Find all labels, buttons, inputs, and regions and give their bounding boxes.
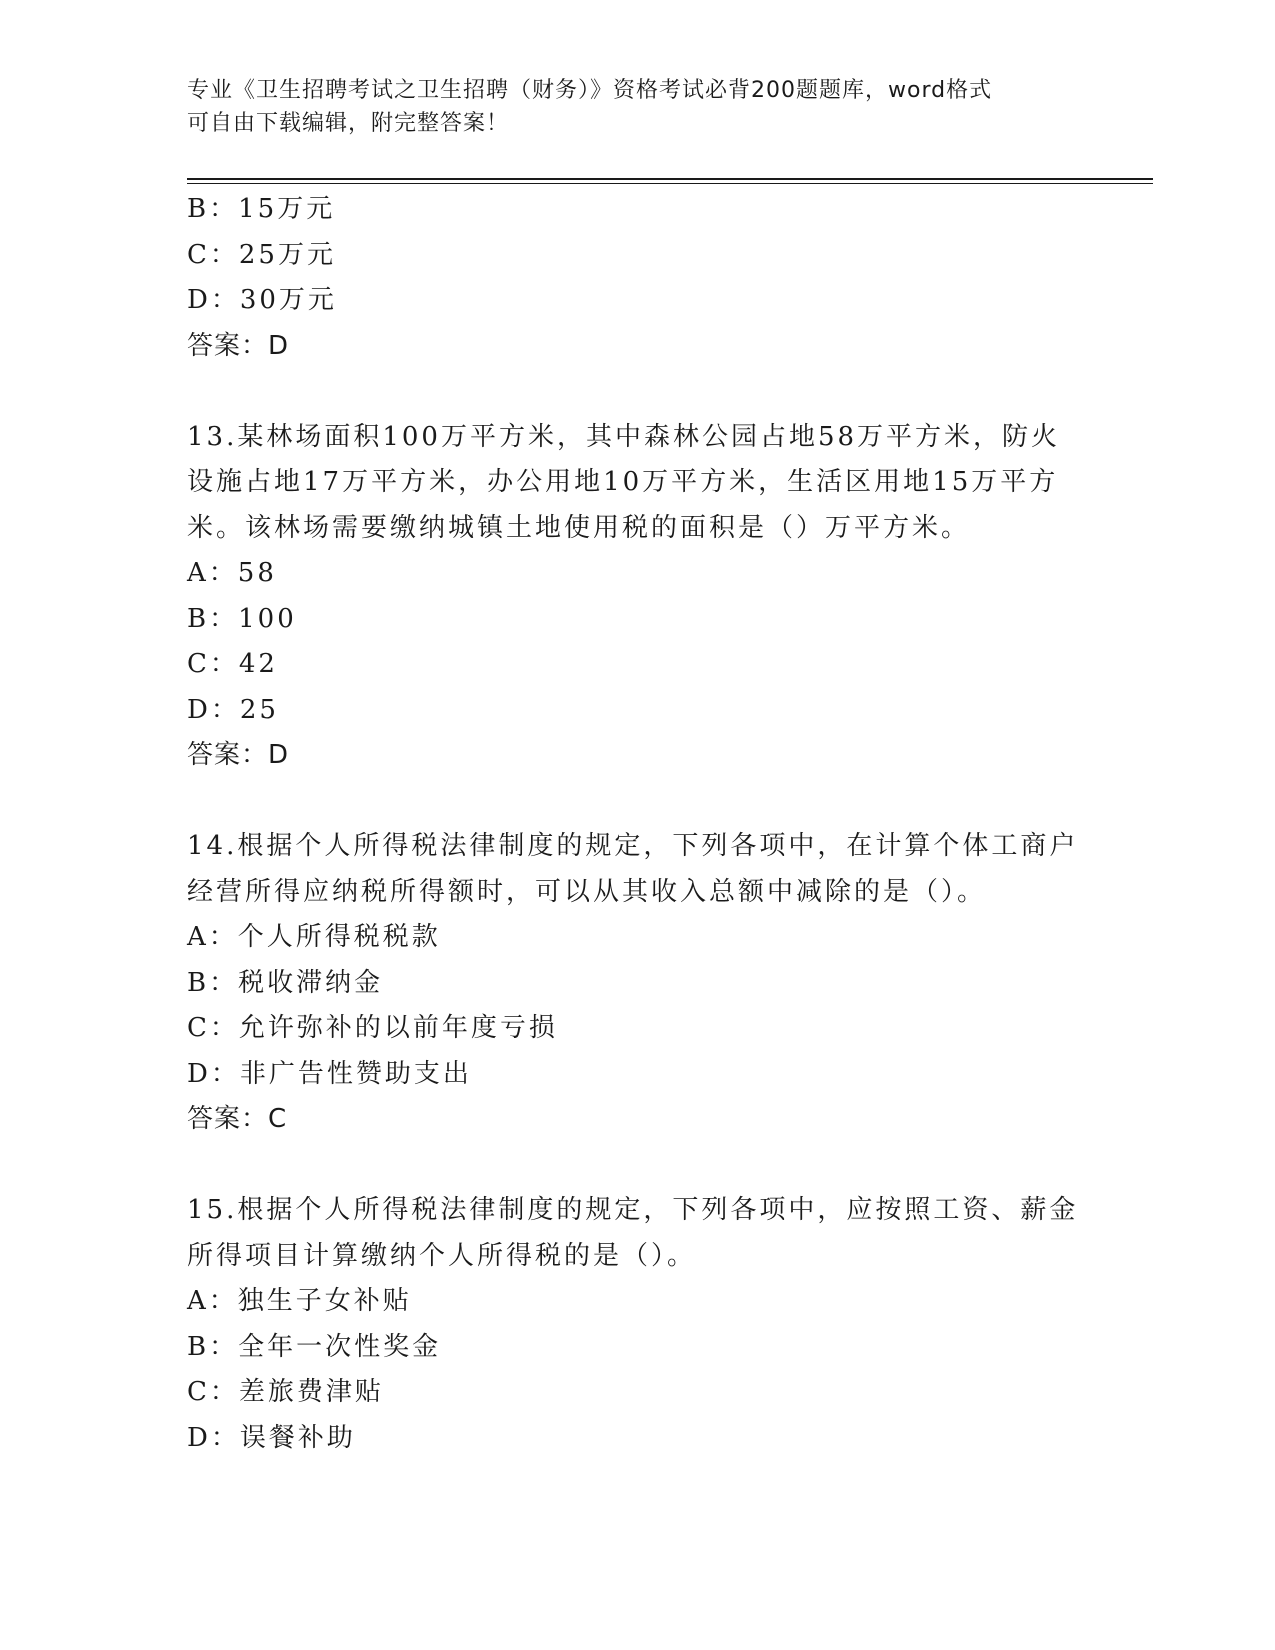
spacer (187, 369, 1087, 415)
spacer (187, 779, 1087, 825)
header-line-2: 可自由下载编辑，附完整答案！ (187, 111, 510, 136)
answer-line: 答案：D (187, 740, 290, 770)
option-c: C：差旅费津贴 (187, 1377, 384, 1407)
option-c: C：允许弥补的以前年度亏损 (187, 1013, 558, 1043)
option-b: B：15万元 (187, 194, 336, 224)
question-list (187, 187, 1087, 1461)
option-d: D：非广告性赞助支出 (187, 1058, 472, 1089)
option-a: A：独生子女补贴 (187, 1286, 412, 1316)
question-stem-line: 14.根据个人所得税法律制度的规定，下列各项中，在计算个体工商户 (187, 831, 1079, 861)
question-14 (187, 824, 1087, 1143)
option-b: B：全年一次性奖金 (187, 1331, 442, 1362)
option-c: C：42 (187, 649, 278, 679)
question-stem-line: 设施占地17万平方米，办公用地10万平方米，生活区用地15万平方 (187, 467, 1059, 497)
document-header (187, 74, 1067, 140)
answer-line: 答案：C (187, 1104, 288, 1134)
option-b: B：税收滞纳金 (187, 967, 384, 998)
question-12-tail (187, 187, 1087, 369)
option-a: A：58 (187, 558, 277, 588)
answer-line: 答案：D (187, 330, 290, 361)
question-stem-line: 米。该林场需要缴纳城镇土地使用税的面积是（）万平方米。 (187, 512, 971, 543)
option-d: D：30万元 (187, 285, 337, 315)
header-rule-thin (187, 183, 1153, 184)
option-d: D：25 (187, 694, 279, 725)
question-stem-line: 所得项目计算缴纳个人所得税的是（）。 (187, 1240, 697, 1271)
option-a: A：个人所得税税款 (187, 922, 441, 952)
spacer (187, 1143, 1087, 1189)
question-13 (187, 415, 1087, 779)
header-line-1: 专业《卫生招聘考试之卫生招聘（财务）》资格考试必背200题题库，word格式 (187, 78, 993, 103)
question-stem-line: 13.某林场面积100万平方米，其中森林公园占地58万平方米，防火 (187, 421, 1061, 452)
header-rule-thick (187, 178, 1153, 180)
option-d: D：误餐补助 (187, 1422, 356, 1453)
option-b: B：100 (187, 603, 297, 634)
option-c: C：25万元 (187, 239, 336, 270)
question-15 (187, 1188, 1087, 1461)
question-stem-line: 经营所得应纳税所得额时，可以从其收入总额中减除的是（）。 (187, 876, 987, 907)
question-stem-line: 15.根据个人所得税法律制度的规定，下列各项中，应按照工资、薪金 (187, 1195, 1079, 1225)
